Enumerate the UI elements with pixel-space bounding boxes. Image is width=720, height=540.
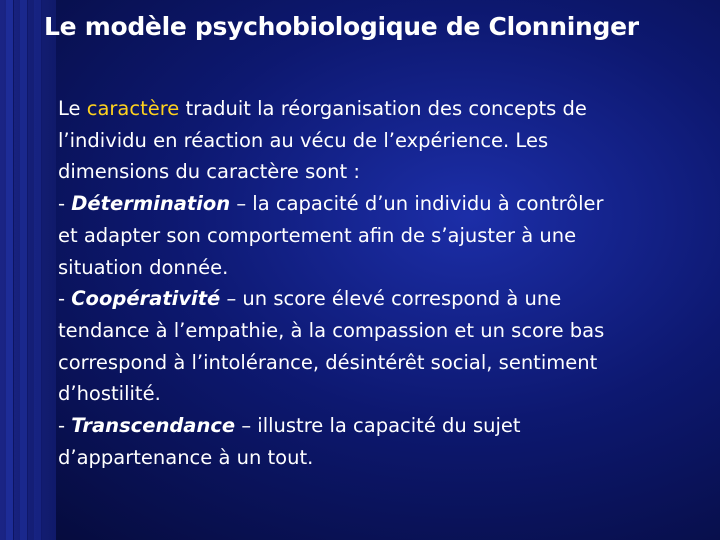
item-term-cooperativite: Coopérativité <box>71 287 221 311</box>
decorative-side-band <box>0 0 56 540</box>
item-dash: - <box>58 192 72 216</box>
item-cooperativite-line-3: correspond à l’intolérance, désintérêt social, sentiment <box>58 350 598 374</box>
decorative-square-column <box>20 0 28 540</box>
decorative-square-column <box>34 0 42 540</box>
item-rest: – la capacité d’un individu à contrôler <box>230 192 604 216</box>
item-cooperativite-line-1 <box>58 283 718 315</box>
item-transcendance-line-2: d’appartenance à un tout. <box>58 445 314 469</box>
intro-line-1 <box>58 93 718 125</box>
item-transcendance-line-1 <box>58 410 718 442</box>
decorative-square-column <box>6 0 14 540</box>
slide-title: Le modèle psychobiologique de Clonninger <box>44 12 639 41</box>
highlighted-term: caractère <box>86 97 180 120</box>
item-determination-line-1 <box>58 188 718 220</box>
intro-line-3: dimensions du caractère sont : <box>58 160 360 184</box>
intro-rest: traduit la réorganisation des concepts de <box>179 97 587 120</box>
item-determination-line-3: situation donnée. <box>58 255 229 279</box>
item-dash: - <box>58 414 72 438</box>
item-rest: – illustre la capacité du sujet <box>235 414 521 438</box>
item-cooperativite-line-2: tendance à l’empathie, à la compassion et un score bas <box>58 318 605 342</box>
intro-line-2: l’individu en réaction au vécu de l’expérience. Les <box>58 128 549 152</box>
intro-prefix: Le <box>58 97 87 120</box>
item-cooperativite-line-4: d’hostilité. <box>58 382 161 406</box>
item-rest: – un score élevé correspond à une <box>220 287 562 311</box>
slide-body <box>58 93 718 473</box>
item-dash: - <box>58 287 72 311</box>
item-determination-line-2: et adapter son comportement afin de s’ajuster à une <box>58 223 577 247</box>
item-term-transcendance: Transcendance <box>71 414 236 438</box>
item-term-determination: Détermination <box>71 192 231 216</box>
